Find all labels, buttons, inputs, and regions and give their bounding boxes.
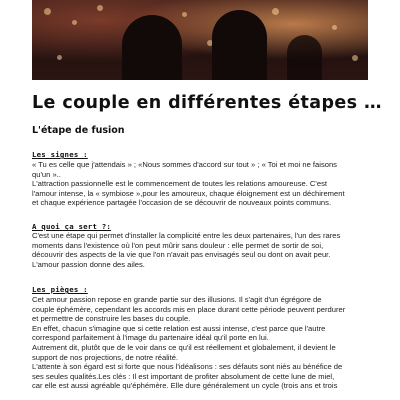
text-line: L'attraction passionnelle est le commencement de toutes les relations amoureuse. C'est [32, 179, 327, 189]
text-line: car elle est aussi agréable qu'éphémère. Elle dure généralement un cycle (trois ans et trois [32, 381, 338, 391]
heading-pieges: Les pièges : [32, 285, 88, 294]
paragraph-signes [32, 160, 372, 208]
text-line: et permettre de construire les bases du couple. [32, 314, 191, 324]
paragraph-pieges [32, 295, 372, 391]
text-line: ses seules qualités.Les clés : Il est important de profiter absolument de cette lune de miel, [32, 371, 335, 381]
section-subtitle: L'étape de fusion [32, 125, 125, 136]
text-line: « Tu es celle que j'attendais » ; «Nous sommes d'accord sur tout » ; « Toi et moi ne faisons [32, 160, 337, 169]
text-line: qu'un ».. [32, 169, 61, 179]
text-line: L'amour passion donne des ailes. [32, 259, 145, 269]
text-line: L'attente à son égard est si forte que nous l'idéalisons : ses défauts sont niés au bénéfice de [32, 362, 343, 372]
text-line: correspond parfaitement à l'image du partenaire idéal qu'il porte en lui. [32, 333, 269, 343]
text-line: C'est une étape qui permet d'installer la complicité entre les deux partenaires, l'un des rares [32, 231, 341, 240]
text-line: et chaque expérience partagée l'occasion de se découvrir de nouveaux points communs. [32, 198, 332, 208]
text-line: Cet amour passion repose en grande partie sur des illusions. Il s'agit d'un égrégore de [32, 295, 322, 304]
heading-signes: Les signes : [32, 150, 88, 159]
text-line: support de nos projections, de notre réalité. [32, 352, 179, 362]
text-line: moments dans l'existence où l'on peut mûrir sans douleur : elle permet de sortir de soi, [32, 240, 324, 250]
page-title: Le couple en différentes étapes … [32, 93, 382, 113]
paragraph-a-quoi-ca-sert [32, 231, 372, 269]
text-line: En effet, chacun s'imagine que si cette relation est aussi intense, c'est parce que l'autre [32, 323, 326, 333]
header-photo [32, 0, 368, 80]
text-line: Autrement dit, plutôt que de le voir dans ce qu'il est réellement et globalement, il devient le [32, 342, 336, 352]
text-line: couple éphémère, cependant les accords mis en place durant cette période peuvent perdurer [32, 304, 346, 314]
heading-a-quoi-ca-sert: A quoi ça sert ?: [32, 222, 112, 231]
text-line: l'amour intense, la « symbiose »,pour les amoureux, chaque éloignement est un déchirement [32, 188, 345, 198]
text-line: découvrir des aspects de la vie que l'on n'avait pas envisagés seul ou dont on avait peur. [32, 250, 331, 260]
